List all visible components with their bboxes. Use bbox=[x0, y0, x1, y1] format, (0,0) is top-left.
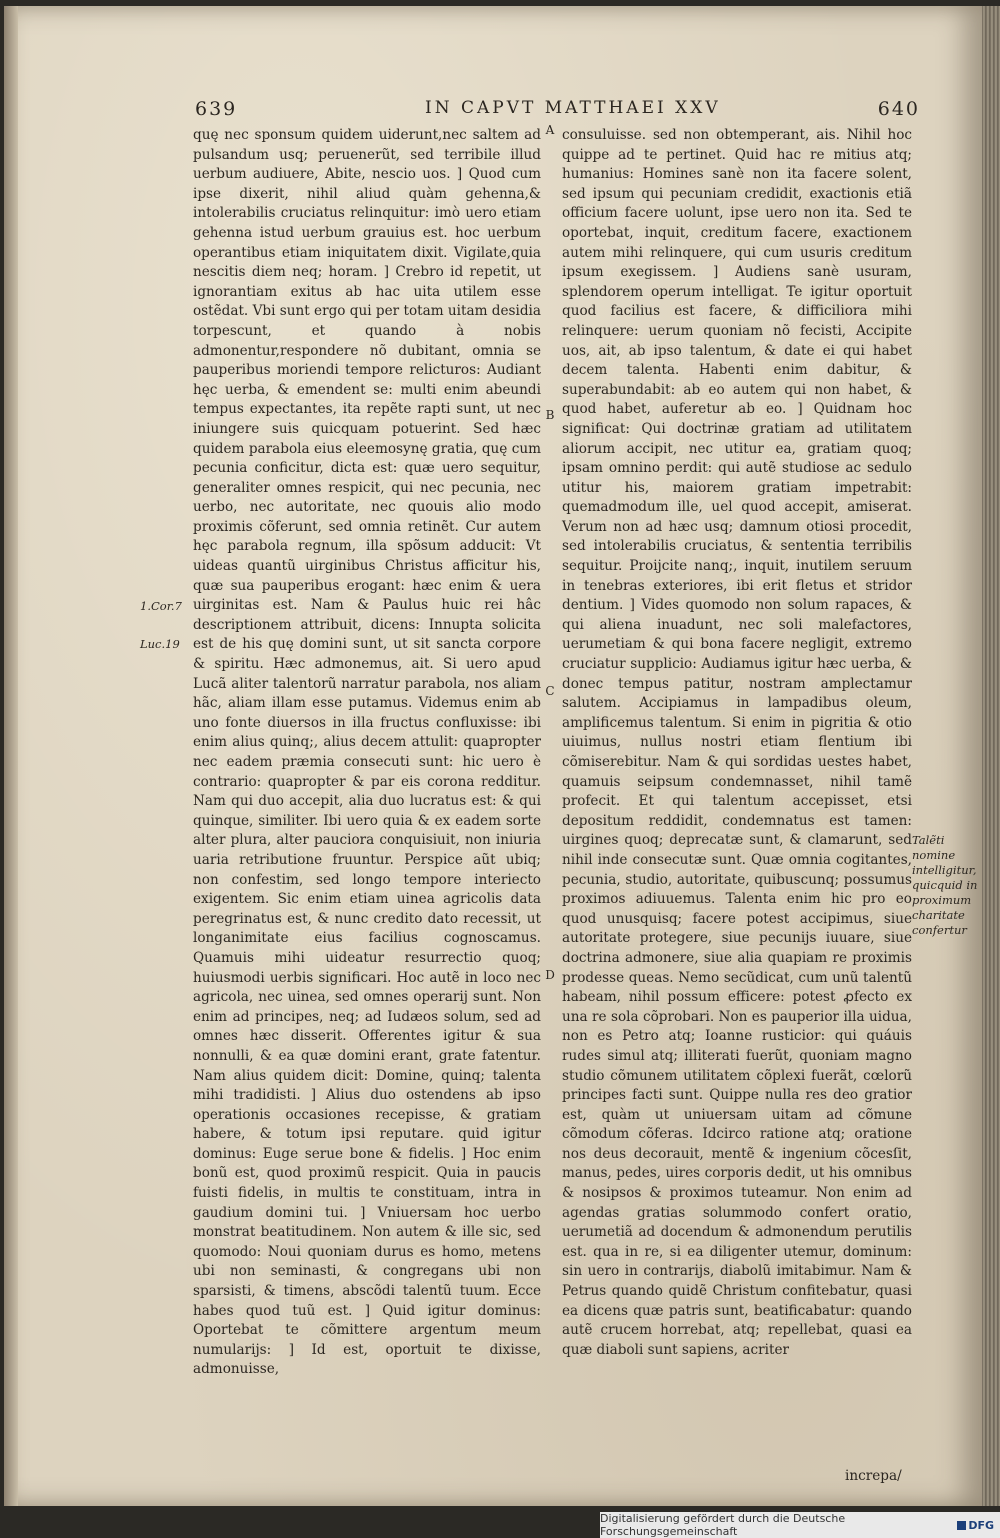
running-head: IN CAPVT MATTHAEI XXV bbox=[425, 98, 721, 118]
section-letter-b: B bbox=[545, 408, 555, 422]
dfg-logo-text: DFG bbox=[968, 1518, 994, 1532]
left-column bbox=[193, 126, 541, 1380]
page-edges bbox=[982, 6, 1000, 1506]
dfg-logo-icon bbox=[957, 1519, 994, 1532]
left-column-text: quę nec sponsum quidem uiderunt,nec saltem ad pulsandum usq; peruenerũt, sed terribile illud uerbum audiuere, Abite, nescio uos. ] Quod cum ipse dixerit, nihil aliud quàm gehenna,& intolerabilis cruciatus relinquitur: imò uero etiam gehenna istud uerbum grauius est. hoc uerbum operantibus etiam iniquitatem dixit. Vigilate,quia nescitis diem neq; horam. ] Crebro id repetit, ut ignorantiam exitus ab hac uita utilem esse ostẽdat. Vbi sunt ergo qui per totam uitam desidia torpescunt, et quando à nobis admonentur,respondere nõ dubitant, omnia se pauperibus moriendi tempore relicturos: Audiant hęc uerba, & emendent se: multi enim abeundi tempus expectantes, ita repẽte rapti sunt, ut nec iniungere suis quicquam potuerint. Sed hæc quidem parabola eius eleemosynę gratia, quę cum pecunia conficitur, dicta est: quæ uero sequitur, generaliter omnes respicit, qui nec pecunia, nec uerbo, nec autoritate, nec quouis alio modo proximis cõferunt, sed omnia retinẽt. Cur autem hęc parabola regnum, illa spõsum adducit: Vt uideas quantũ uirginibus Christus afficitur his, quæ sua pauperibus erogant: hæc enim & uera uirginitas est. Nam & Paulus huic rei hâc descriptionem attribuit, dicens: Innupta solicita est de his quę domini sunt, ut sit sancta corpore & spiritu. Hæc admonemus, ait. Si uero apud Lucã aliter talentorũ narratur parabola, nos aliam hãc, aliam illam esse putamus. Videmus enim ab uno fonte diuersos in illa fructus confluxisse: ibi enim alius quinq;, alius decem attulit: quapropter nec eadem præmia consecuti sunt: hic uero è contrario: quapropter & par eis corona redditur. Nam qui duo accepit, alia duo lucratus est: & qui quinque, similiter. Ibi uero quia & ex eadem sorte alter plura, alter pauciora conquisiuit, non iniuria uaria retributione fruuntur. Perspice aũt ubiq; non confestim, sed longo tempore interiecto exigentem. Sic enim etiam uinea agricolis data peregrinatus est, & nunc credito dato recessit, ut longanimitate eius facilius cognoscamus. Quamuis mihi uideatur resurrectio quoq; huiusmodi uerbis significari. Hoc autẽ in loco nec agricola, nec uinea, sed omnes operarij sunt. Non enim ad principes, neq; ad Iudæos solum, sed ad omnes hæc disserit. Offerentes igitur & sua nonnulli, & ea quæ domini erant, grate fatentur. Nam alius quidem dicit: Domine, quinq; talenta mihi tradidisti. ] Alius duo ostendens ab ipso operationis occasiones recepisse, & gratiam habere, & totum ipsi reputare. quid igitur dominus: Euge serue bone & fidelis. ] Hoc enim bonũ est, quod proximũ respicit. Quia in paucis fuisti fidelis, in multis te constituam, intra in gaudium domini tui. ] Vniuersam hoc uerbo monstrat beatitudinem. Non autem & ille sic, sed quomodo: Noui quoniam durus es homo, metens ubi non seminasti, & congregans ubi non sparsisti, & timens, abscõdi talentũ tuum. Ecce habes quod tuũ est. ] Quid igitur dominus: Oportebat te cõmittere argentum meum numularijs: ] Id est, oportuit te dixisse, admonuisse, bbox=[193, 127, 542, 1378]
right-column bbox=[562, 126, 912, 1360]
margin-note-1cor: 1.Cor.7 bbox=[140, 599, 182, 613]
section-letter-a: A bbox=[545, 123, 555, 137]
page-number-left: 639 bbox=[195, 98, 238, 120]
footer-bar bbox=[600, 1512, 1000, 1538]
page-gutter bbox=[4, 6, 18, 1506]
footer-text: Digitalisierung gefördert durch die Deutsche Forschungsgemeinschaft bbox=[600, 1512, 846, 1538]
section-letter-c: C bbox=[545, 684, 555, 698]
margin-note-luc: Luc.19 bbox=[140, 637, 180, 651]
section-letter-d: D bbox=[545, 968, 555, 982]
page-header bbox=[195, 92, 920, 124]
margin-note-right: Talẽti nomine intelligitur, quicquid in proximum charitate confertur bbox=[912, 833, 978, 937]
dfg-logo-square-icon bbox=[957, 1521, 966, 1530]
catchword: increpa/ bbox=[845, 1468, 902, 1484]
right-column-text: consuluisse. sed non obtemperant, ais. Nihil hoc quippe ad te pertinet. Quid hac re mitius atq; humanius: Homines sanè non ita facere solent, sed ipsum qui pecuniam credidit, exactionis etiã officium facere uolunt, ipse uero non ita. Sed te oportebat, inquit, creditum facere, exactionem autem mihi relinquere, qui cum usuris creditum ipsum exegissem. ] Audiens sanè usuram, splendorem operum intelligat. Te igitur oportuit quod facilius est facere, & difficiliora mihi relinquere: uerum quoniam nõ fecisti, Accipite uos, ait, ab ipso talentum, & date ei qui habet decem talenta. Habenti enim dabitur, & superabundabit: ab eo autem qui non habet, & quod habet, auferetur ab eo. ] Quidnam hoc significat: Qui doctrinæ gratiam ad utilitatem aliorum accipit, nec utitur ea, gratiam quoq; ipsam omnino perdit: qui autẽ studiose ac sedulo utitur his, maiorem gratiam impetrabit: quemadmodum ille, uel quod accepit, amiserat. Verum non ad hæc usq; damnum otiosi procedit, sed intolerabilis cruciatus, & sententia terribilis sequitur. Proijcite nanq;, inquit, inutilem seruum in tenebras exteriores, ibi erit fletus et stridor dentium. ] Vides quomodo non solum rapaces, & qui aliena inuadunt, nec soli malefactores, uerumetiam & qui bona facere negligit, extremo cruciatur supplicio: Audiamus igitur hæc uerba, & donec tempus patitur, nostram amplectamur salutem. Accipiamus in lampadibus oleum, amplificemus talentum. Si enim in pigritia & otio uiuimus, nullus nostri etiam flentium ibi cõmiserebitur. Nam & qui sordidas uestes habet, quamuis seipsum condemnasset, nihil tamẽ profecit. Et qui talentum accepisset, etsi depositum reddidit, condemnatus est tamen: uirgines quoq; deprecatæ sunt, & clamarunt, sed nihil inde consecutæ sunt. Quæ omnia cogitantes, pecunia, studio, autoritate, quibuscunq; possumus proximos adiuuemus. Talenta enim hic pro eo quod unusquisq; facere potest accipimus, siue autoritate protegere, siue pecunijs iuuare, siue doctrina admonere, siue alia quapiam re proximis prodesse queas. Nemo secũdicat, cum unũ talentũ habeam, nihil possum efficere: potest ꝓfecto ex una re sola cõprobari. Non es pauperior illa uidua, non es Petro atq; Ioanne rusticior: qui quáuis rudes simul atq; illiterati fuerũt, quoniam magno studio cõmunem utilitatem cõplexi fuerãt, cœlorũ principes facti sunt. Quippe nulla res deo gratior est, quàm ut uniuersam uitam ad cõmune cõmodum cõferas. Idcirco ratione atq; oratione nos deus decorauit, mentẽ & ingenium cõcesſit, manus, pedes, uires corporis dedit, ut his omnibus & nosipsos & proximos tuteamur. Non enim ad agendas gratias solummodo confert oratio, uerumetiã ad docendum & admonendum perutilis est. qua in re, si ea diligenter utemur, dominum: sin uero in contrarijs, diabolũ imitabimur. Nam & Petrus quando quidẽ Christum confitebatur, quasi ea dicens quæ patris sunt, beatificabatur: quando autẽ crucem horrebat, atq; repellebat, quasi ea quæ diaboli sunt sapiens, acriter bbox=[562, 127, 912, 1358]
page-number-right: 640 bbox=[877, 98, 920, 120]
